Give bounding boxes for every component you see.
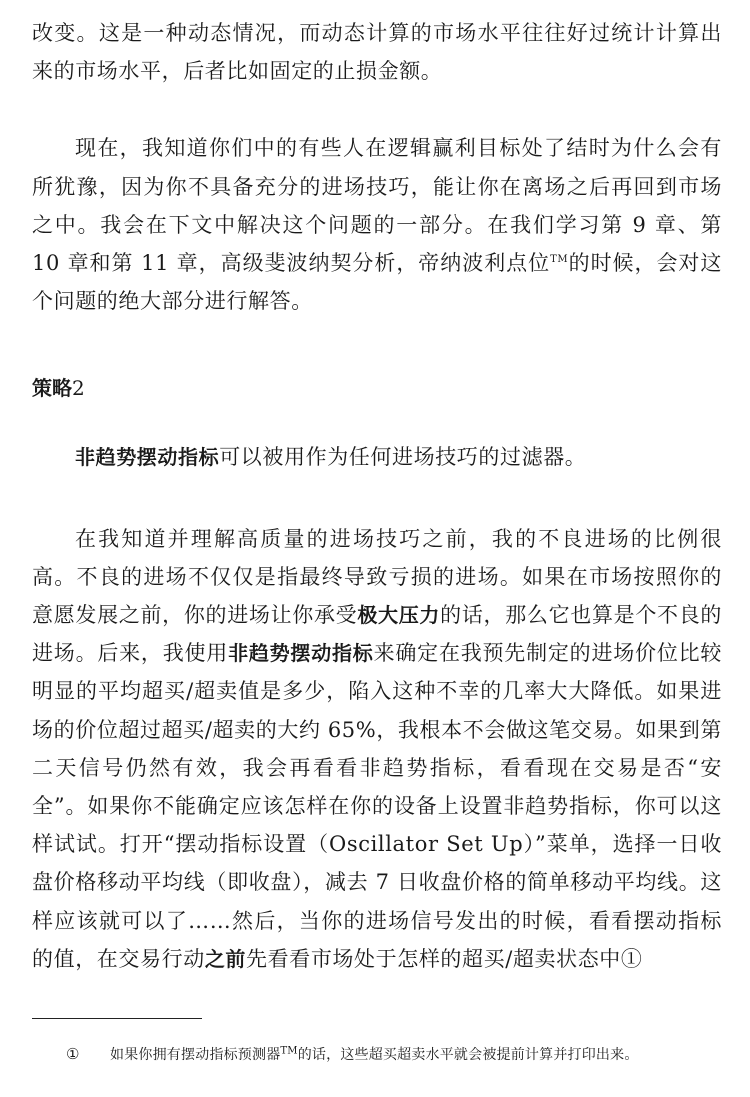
heading-label: 策略: [32, 376, 72, 401]
paragraph-text: 来确定在我预先制定的进场价位比较明显的平均超买/超卖值是多少，陷入这种不幸的几率大大降低。如果进场的价位超过超买/超卖的大约 65%，我根本不会做这笔交易。如果到第二天信号仍然有效，我会再看看非趋势指标，看看现在交易是否“安全”。如果你不能确定应该怎样在你的设备上设置非趋势指标，你可以这样试试。打开“摆动指标设置（Oscillator Set Up）”菜单，选择一日收盘价格移动平均线（即收盘），减去 7 日收盘价格的简单移动平均线。这样应该就可以了……然后，当你的进场信号发出的时候，看看摆动指标的值，在交易行动: [32, 641, 722, 971]
trademark-mark: TM: [550, 254, 569, 266]
paragraph-text: 在我知道并理解高质量的进场技巧之前，我的不良进场的比例很高。不良的进场不仅仅是指最终导致亏损的进场。如果在市场按照你的意愿发展之前，你的进场让你承受: [32, 526, 722, 628]
footnote-mark: ①: [66, 1045, 80, 1063]
trademark-mark: TM: [280, 1045, 298, 1057]
footnote-text: 的话，这些超买超卖水平就会被提前计算并打印出来。: [297, 1047, 639, 1063]
heading-number: 2: [72, 376, 85, 401]
paragraph-text: 可以被用作为任何进场技巧的过滤器。: [219, 445, 587, 470]
footnote-divider: [32, 1018, 202, 1019]
paragraph-hesitation: [32, 129, 722, 320]
page-body: [32, 14, 722, 978]
section-heading: [32, 369, 722, 407]
paragraph-text: 的时候，会对这个问题的绝大部分进行解答。: [32, 251, 723, 314]
paragraph-text: 的话，那么它也算是个不良的进场。后来，我使用: [32, 603, 723, 666]
paragraph-text: 改变。这是一种动态情况，而动态计算的市场水平往往好过统计计算出来的市场水平，后者比如固定的止损金额。: [32, 21, 722, 84]
bold-term: 非趋势摆动指标: [228, 641, 374, 666]
strategy-statement: [32, 438, 722, 476]
paragraph-text: 现在，我知道你们中的有些人在逻辑赢利目标处了结时为什么会有所犹豫，因为你不具备充分的进场技巧，能让你在离场之后再回到市场之中。我会在下文中解决这个问题的一部分。在我们学习第 9 章、第 10 章和第 11 章，高级斐波纳契分析，帝纳波利点位: [32, 136, 722, 276]
bold-term: 非趋势摆动指标: [75, 445, 220, 470]
footnote-reference[interactable]: ①: [620, 946, 643, 971]
bold-term: 之前: [204, 946, 247, 971]
footnote-text: 如果你拥有摆动指标预测器: [110, 1047, 281, 1063]
paragraph-text: 先看看市场处于怎样的超买/超卖状态中: [246, 946, 621, 971]
footnote: [66, 1044, 726, 1065]
paragraph-main: [32, 520, 722, 978]
paragraph-continuation: [32, 14, 722, 90]
bold-term: 极大压力: [357, 603, 441, 628]
